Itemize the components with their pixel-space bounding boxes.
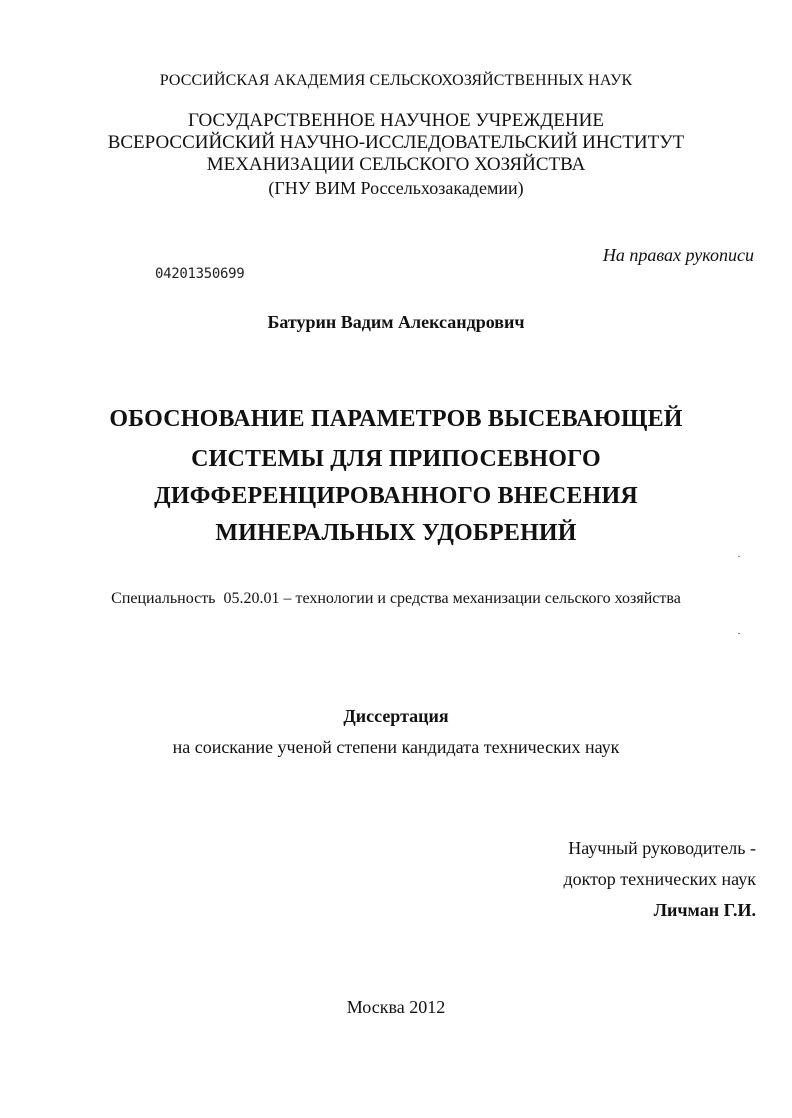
institution-line-1: ГОСУДАРСТВЕННОЕ НАУЧНОЕ УЧРЕЖДЕНИЕ (188, 110, 604, 131)
title-line-3: ДИФФЕРЕНЦИРОВАННОГО ВНЕСЕНИЯ (154, 483, 638, 509)
institution-line-2: ВСЕРОССИЙСКИЙ НАУЧНО-ИССЛЕДОВАТЕЛЬСКИЙ ИНСТИТУТ (107, 132, 685, 153)
inventory-number: 04201350699 (155, 266, 245, 282)
title-line-1: ОБОСНОВАНИЕ ПАРАМЕТРОВ ВЫСЕВАЮЩЕЙ (109, 406, 683, 432)
supervisor-degree: доктор технических наук (563, 869, 756, 889)
degree-line: на соискание ученой степени кандидата технических наук (172, 737, 620, 757)
institution-line-3: МЕХАНИЗАЦИИ СЕЛЬСКОГО ХОЗЯЙСТВА (206, 154, 586, 175)
city-year: Москва 2012 (346, 997, 446, 1017)
scan-speck (738, 556, 740, 557)
specialty: Специальность 05.20.01 – технологии и средства механизации сельского хозяйства (111, 590, 681, 607)
supervisor-role: Научный руководитель - (568, 838, 756, 858)
title-line-4: МИНЕРАЛЬНЫХ УДОБРЕНИЙ (215, 520, 577, 546)
supervisor-name: Личман Г.И. (653, 900, 756, 920)
title-line-2: СИСТЕМЫ ДЛЯ ПРИПОСЕВНОГО (191, 446, 601, 472)
institution-abbreviation: (ГНУ ВИМ Россельхозакадемии) (268, 178, 524, 198)
scan-speck (738, 633, 740, 634)
author-name: Батурин Вадим Александрович (267, 312, 525, 332)
academy-name: РОССИЙСКАЯ АКАДЕМИЯ СЕЛЬСКОХОЗЯЙСТВЕННЫХ НАУК (159, 72, 633, 89)
rights-note: На правах рукописи (602, 245, 754, 265)
document-type: Диссертация (343, 706, 449, 726)
